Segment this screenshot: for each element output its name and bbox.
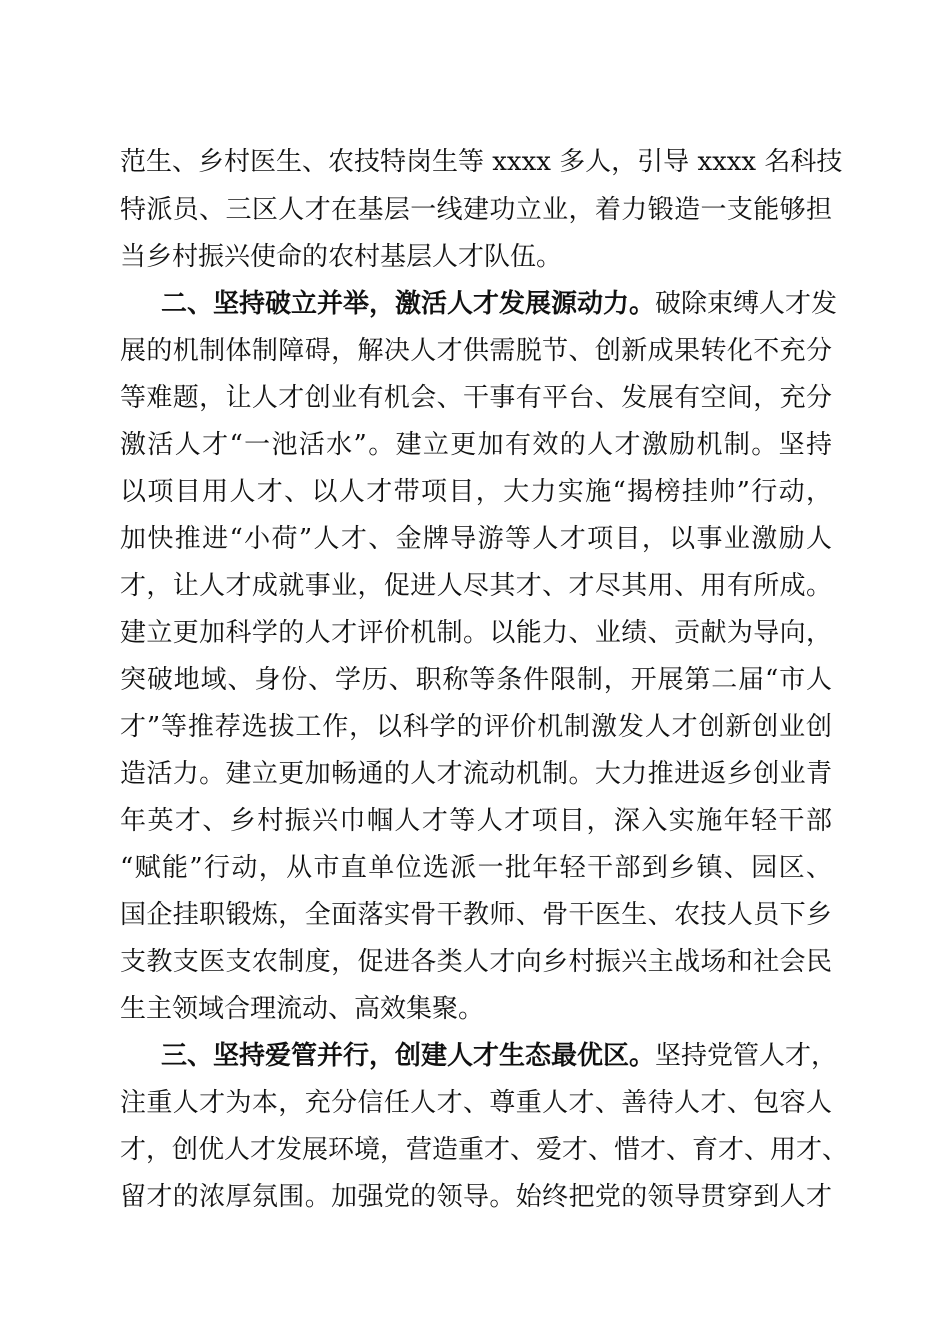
text-line: 才”等推荐选拔工作，以科学的评价机制激发人才创新创业创 — [120, 712, 832, 742]
text-line: 等难题，让人才创业有机会、干事有平台、发展有空间，充分 — [120, 383, 832, 413]
text-line: 年英才、乡村振兴巾帼人才等人才项目，深入实施年轻干部 — [120, 806, 832, 836]
text-line: 建立更加科学的人才评价机制。以能力、业绩、贡献为导向， — [120, 618, 832, 648]
section-heading-line — [161, 1038, 838, 1074]
text-line: 展的机制体制障碍，解决人才供需脱节、创新成果转化不充分 — [120, 336, 832, 366]
section-heading: 二、坚持破立并举，激活人才发展源动力。 — [161, 289, 656, 319]
text-line: 范生、乡村医生、农技特岗生等 xxxx 多人，引导 xxxx 名科技 — [120, 147, 843, 177]
text-line: “赋能”行动，从市直单位选派一批年轻干部到乡镇、园区、 — [120, 853, 832, 883]
text-run: 破除束缚人才发 — [655, 289, 838, 319]
text-line: 加快推进“小荷”人才、金牌导游等人才项目，以事业激励人 — [120, 524, 832, 554]
text-line: 注重人才为本，充分信任人才、尊重人才、善待人才、包容人 — [120, 1088, 832, 1118]
text-line: 留才的浓厚氛围。加强党的领导。始终把党的领导贯穿到人才 — [120, 1182, 832, 1212]
text-line: 激活人才“一池活水”。建立更加有效的人才激励机制。坚持 — [120, 430, 832, 460]
text-line: 造活力。建立更加畅通的人才流动机制。大力推进返乡创业青 — [120, 759, 832, 789]
text-run: 坚持党管人才， — [655, 1041, 838, 1071]
text-line: 以项目用人才、以人才带项目，大力实施“揭榜挂帅”行动， — [120, 477, 832, 507]
text-line: 突破地域、身份、学历、职称等条件限制，开展第二届“市人 — [120, 665, 832, 695]
text-line: 国企挂职锻炼，全面落实骨干教师、骨干医生、农技人员下乡 — [120, 900, 832, 930]
text-line: 才，让人才成就事业，促进人尽其才、才尽其用、用有所成。 — [120, 571, 832, 601]
text-line: 特派员、三区人才在基层一线建功立业，着力锻造一支能够担 — [120, 195, 832, 225]
text-line: 当乡村振兴使命的农村基层人才队伍。 — [120, 242, 563, 272]
section-heading: 三、坚持爱管并行，创建人才生态最优区。 — [161, 1041, 656, 1071]
text-line: 生主领域合理流动、高效集聚。 — [120, 994, 485, 1024]
section-heading-line — [161, 286, 838, 322]
text-line: 才，创优人才发展环境，营造重才、爱才、惜才、育才、用才、 — [120, 1135, 849, 1165]
text-line: 支教支医支农制度，促进各类人才向乡村振兴主战场和社会民 — [120, 947, 832, 977]
